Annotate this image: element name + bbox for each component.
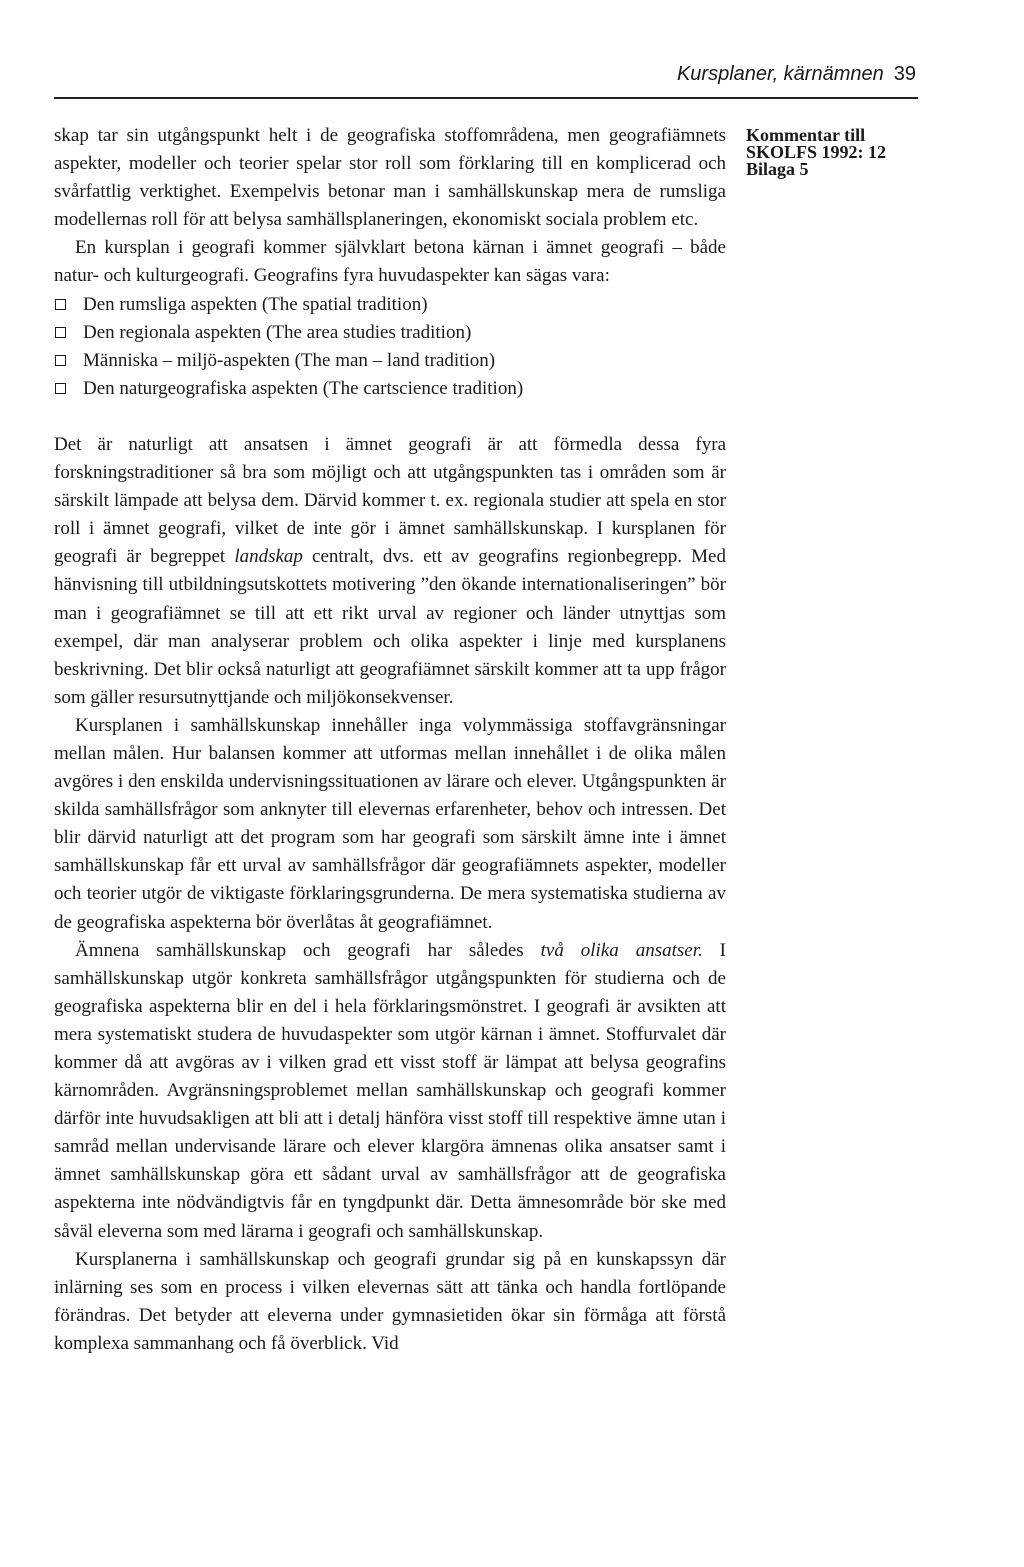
paragraph-5-text-b: I samhällskunskap utgör konkreta samhällsfrågor utgångspunkten för studierna och de geografiska aspekterna blir en del i hela förklaringsmönstret. I geografi är avsikten att mera systematiskt studera de huvudaspekter som utgör kärnan i ämnet. Stoffurvalet där kommer då att avgöras av i vilken grad ett visst stoff är lämpat att belysa geografins kärnområden. Avgränsningsproblemet mellan samhällskunskap och geografi kommer därför inte huvudsakligen att bli att i detalj hänföra visst stoff till respektive ämne utan i samråd mellan undervisande lärare och elever klargöra ämnenas olika ansatser samt i ämnet samhällskunskap göra ett sådant urval av samhällsfrågor att de geografiska aspekterna inte nödvändigtvis får en tyngdpunkt där. Detta ämnesområde bör ske med såväl eleverna som med lärarna i geografi och samhällskunskap. [54, 939, 727, 1242]
checkbox-bullet-icon [55, 383, 66, 394]
paragraph-1: skap tar sin utgångspunkt helt i de geografiska stoffområdena, men geografiämnets aspekter, modeller och teorier spelar stor roll som förklaring till en komplicerad och svårfattlig verktighet. Exempelvis betonar man i samhällskunskap mera de rumsliga modellernas roll för att belysa samhällsplaneringen, ekonomiskt sociala problem etc. [54, 125, 726, 231]
running-header [54, 60, 916, 90]
paragraph-3-text-b: centralt, dvs. ett av geografins regionbegrepp. Med hänvisning till utbildningsutskottets motivering ”den ökande internationaliseringen” bör man i geografiämnet se till att ett rikt urval av regioner och länder utnyttjas som exempel, där man analyserar problem och olika aspekter i linje med kursplanens beskrivning. Det blir också naturligt att geografiämnet särskilt kommer att ta upp frågor som gäller resursutnyttjande och miljökonsekvenser. [54, 546, 726, 708]
margin-note [746, 127, 926, 178]
list-item-text: Den regionala aspekten (The area studies tradition) [83, 321, 472, 343]
emphasis-landskap: landskap [234, 546, 303, 568]
aspects-list [54, 291, 726, 403]
list-item-text: Människa – miljö-aspekten (The man – land tradition) [83, 349, 496, 371]
list-item [54, 375, 726, 403]
list-item-text: Den rumsliga aspekten (The spatial tradition) [83, 293, 428, 315]
emphasis-tva-olika-ansatser: två olika ansatser. [540, 939, 703, 961]
paragraph-4: Kursplanen i samhällskunskap innehåller inga volymmässiga stoffavgränsningar mellan målen. Hur balansen kommer att utformas mellan innehållet i de olika målen avgöres i den enskilda undervisningssituationen av lärare och elever. Utgångspunkten är skilda samhällsfrågor som anknyter till elevernas erfarenheter, behov och intressen. Det blir därvid naturligt att det program som har geografi som särskilt ämne inte i ämnet samhällskunskap får ett urval av samhällsfrågor där geografiämnets aspekter, modeller och teorier utgör de viktigaste förklaringsgrunderna. De mera systematiska studierna av de geografiska aspekterna bör överlåtas åt geografiämnet. [54, 714, 726, 933]
checkbox-bullet-icon [55, 299, 66, 310]
margin-note-line-3: Bilaga 5 [746, 159, 809, 179]
paragraph-6: Kursplanerna i samhällskunskap och geografi grundar sig på en kunskapssyn där inlärning ses som en process i vilken elevernas sätt att tänka och handla fortlöpande förändras. Det betyder att eleverna under gymnasietiden ökar sin förmåga att förstå komplexa sammanhang och få överblick. Vid [54, 1248, 726, 1354]
margin-note-line-1: Kommentar till [746, 125, 866, 145]
checkbox-bullet-icon [55, 355, 66, 366]
paragraph-3 [54, 431, 726, 712]
list-item [54, 347, 726, 375]
list-item-text: Den naturgeografiska aspekten (The cartscience tradition) [83, 377, 524, 399]
section-gap [54, 403, 726, 431]
page-number: 39 [893, 63, 916, 85]
running-title: Kursplaner, kärnämnen [676, 63, 884, 85]
header-rule [54, 97, 918, 99]
paragraph-5-text-a: Ämnena samhällskunskap och geografi har således [75, 939, 541, 961]
list-item [54, 291, 726, 319]
paragraph-2: En kursplan i geografi kommer självklart betona kärnan i ämnet geografi – både natur- och kulturgeografi. Geografins fyra huvudaspekter kan sägas vara: [54, 237, 726, 287]
paragraph-5 [54, 937, 726, 1246]
checkbox-bullet-icon [55, 327, 66, 338]
main-text-column [54, 122, 726, 1358]
margin-note-line-2: SKOLFS 1992: 12 [746, 142, 887, 162]
list-item [54, 319, 726, 347]
paragraph-3-text-a: Det är naturligt att ansatsen i ämnet geografi är att förmedla dessa fyra forskningstraditioner så bra som möjligt och att utgångspunkten tas i områden som är särskilt lämpade att belysa dem. Därvid kommer t. ex. regionala studier att spela en stor roll i ämnet geografi, vilket de inte gör i ämnet samhällskunskap. I kursplanen för geografi är begreppet [54, 433, 726, 568]
header-text [677, 60, 916, 88]
